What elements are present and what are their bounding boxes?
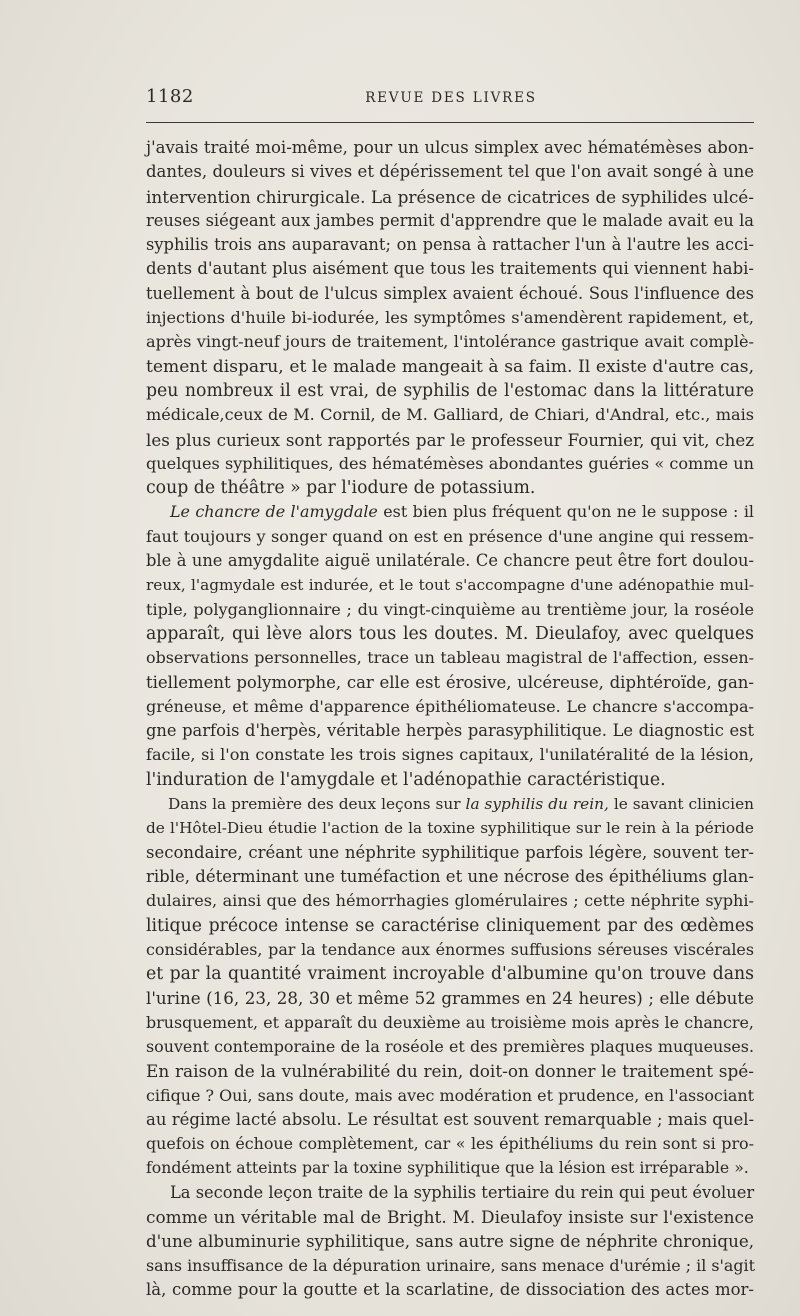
page-number: 1182 xyxy=(146,86,194,107)
text-line: ble à une amygdalite aiguë unilatérale. Ce chancre peut être fort doulou- xyxy=(146,551,754,571)
text-line: les plus curieux sont rapportés par le professeur Fournier, qui vit, chez xyxy=(146,429,754,450)
text-line: observations personnelles, trace un tableau magistral de l'affection, essen- xyxy=(146,648,754,668)
text-line: reux, l'agmydale est indurée, et le tout s'accompagne d'une adénopathie mul- xyxy=(146,576,754,595)
text-line: fondément atteints par la toxine syphilitique que la lésion est irréparable ». xyxy=(146,1158,749,1178)
text-line: faut toujours y songer quand on est en présence d'une angine qui ressem- xyxy=(146,526,754,546)
paragraph-first-line xyxy=(146,500,754,524)
text-line: gne parfois d'herpès, véritable herpès parasyphilitique. Le diagnostic est xyxy=(146,721,754,741)
text-line: litique précoce intense se caractérise cliniquement par des œdèmes xyxy=(146,915,754,936)
text-line: considérables, par la tendance aux énormes suffusions séreuses viscérales xyxy=(146,939,754,959)
text-line: quefois on échoue complètement, car « les épithéliums du rein sont si pro- xyxy=(146,1134,754,1154)
text-line: d'une albuminurie syphilitique, sans autre signe de néphrite chronique, xyxy=(146,1231,754,1252)
text-line: souvent contemporaine de la roséole et des premières plaques muqueuses. xyxy=(146,1036,754,1056)
text-line: coup de théâtre » par l'iodure de potassium. xyxy=(146,478,536,499)
header-rule xyxy=(146,122,754,123)
text-line: sans insuffisance de la dépuration urinaire, sans menace d'urémie ; il s'agit xyxy=(146,1255,756,1275)
text-line: tiellement polymorphe, car elle est érosive, ulcéreuse, diphtéroïde, gan- xyxy=(146,672,754,692)
text-line: peu nombreux il est vrai, de syphilis de l'estomac dans la littérature xyxy=(146,380,754,401)
text-line: facile, si l'on constate les trois signes capitaux, l'unilatéralité de la lésion, xyxy=(146,745,754,765)
text-line: En raison de la vulnérabilité du rein, doit-on donner le traitement spé- xyxy=(146,1061,754,1082)
running-head: REVUE DES LIVRES xyxy=(365,90,537,106)
text-line: l'induration de l'amygdale et l'adénopathie caractéristique. xyxy=(146,769,666,790)
paragraph-first-line xyxy=(146,792,754,816)
text-line: là, comme pour la goutte et la scarlatine, de dissociation des actes mor- xyxy=(146,1279,754,1299)
text-line: intervention chirurgicale. La présence de cicatrices de syphilides ulcé- xyxy=(146,186,754,207)
text-line: quelques syphilitiques, des hématémèses abondantes guéries « comme un xyxy=(146,453,754,473)
text-line: dents d'autant plus aisément que tous les traitements qui viennent habi- xyxy=(146,259,754,279)
text-line: injections d'huile bi-iodurée, les symptômes s'amendèrent rapidement, et, xyxy=(146,308,754,328)
text-line: tement disparu, et le malade mangeait à sa faim. Il existe d'autre cas, xyxy=(146,356,754,377)
text-line: au régime lacté absolu. Le résultat est souvent remarquable ; mais quel- xyxy=(146,1109,755,1129)
body-text xyxy=(146,136,754,1302)
italic-title: la syphilis du rein, xyxy=(465,795,609,814)
text-line: dulaires, ainsi que des hémorrhagies glomérulaires ; cette néphrite syphi- xyxy=(146,891,754,911)
text-line: après vingt-neuf jours de traitement, l'intolérance gastrique avait complè- xyxy=(146,332,754,352)
italic-heading: Le chancre de l'amygdale xyxy=(170,502,378,522)
text-run: Dans la première des deux leçons sur xyxy=(168,795,466,814)
text-line: et par la quantité vraiment incroyable d'albumine qu'on trouve dans xyxy=(146,964,754,985)
text-line: médicale,ceux de M. Cornil, de M. Galliard, de Chiari, d'Andral, etc., mais xyxy=(146,405,754,425)
text-run: est bien plus fréquent qu'on ne le suppose : il xyxy=(377,502,755,522)
page-header xyxy=(146,84,756,114)
text-line: secondaire, créant une néphrite syphilitique parfois légère, souvent ter- xyxy=(146,842,754,862)
text-line: comme un véritable mal de Bright. M. Dieulafoy insiste sur l'existence xyxy=(146,1207,754,1228)
text-line: brusquement, et apparaît du deuxième au troisième mois après le chancre, xyxy=(146,1012,754,1032)
text-line: de l'Hôtel-Dieu étudie l'action de la toxine syphilitique sur le rein à la période xyxy=(146,819,754,838)
text-line: j'avais traité moi-même, pour un ulcus simplex avec hématémèses abon- xyxy=(146,138,754,157)
text-line: syphilis trois ans auparavant; on pensa à rattacher l'un à l'autre les acci- xyxy=(146,235,754,255)
text-line: reuses siégeant aux jambes permit d'apprendre que le malade avait eu la xyxy=(146,210,754,230)
text-line: cifique ? Oui, sans doute, mais avec modération et prudence, en l'associant xyxy=(146,1085,754,1105)
text-line: gréneuse, et même d'apparence épithéliomateuse. Le chancre s'accompa- xyxy=(146,696,754,716)
text-line: rible, déterminant une tuméfaction et une nécrose des épithéliums glan- xyxy=(146,866,754,886)
text-line: dantes, douleurs si vives et dépérissement tel que l'on avait songé à une xyxy=(146,162,754,182)
text-line: l'urine (16, 23, 28, 30 et même 52 grammes en 24 heures) ; elle débute xyxy=(146,988,754,1009)
paragraph-first-line: La seconde leçon traite de la syphilis tertiaire du rein qui peut évoluer xyxy=(170,1182,755,1202)
text-line: tuellement à bout de l'ulcus simplex avaient échoué. Sous l'influence des xyxy=(146,283,754,303)
text-line: apparaît, qui lève alors tous les doutes. M. Dieulafoy, avec quelques xyxy=(146,623,754,644)
text-run: le savant clinicien xyxy=(608,795,754,814)
text-line: tiple, polyganglionnaire ; du vingt-cinquième au trentième jour, la roséole xyxy=(146,599,754,619)
